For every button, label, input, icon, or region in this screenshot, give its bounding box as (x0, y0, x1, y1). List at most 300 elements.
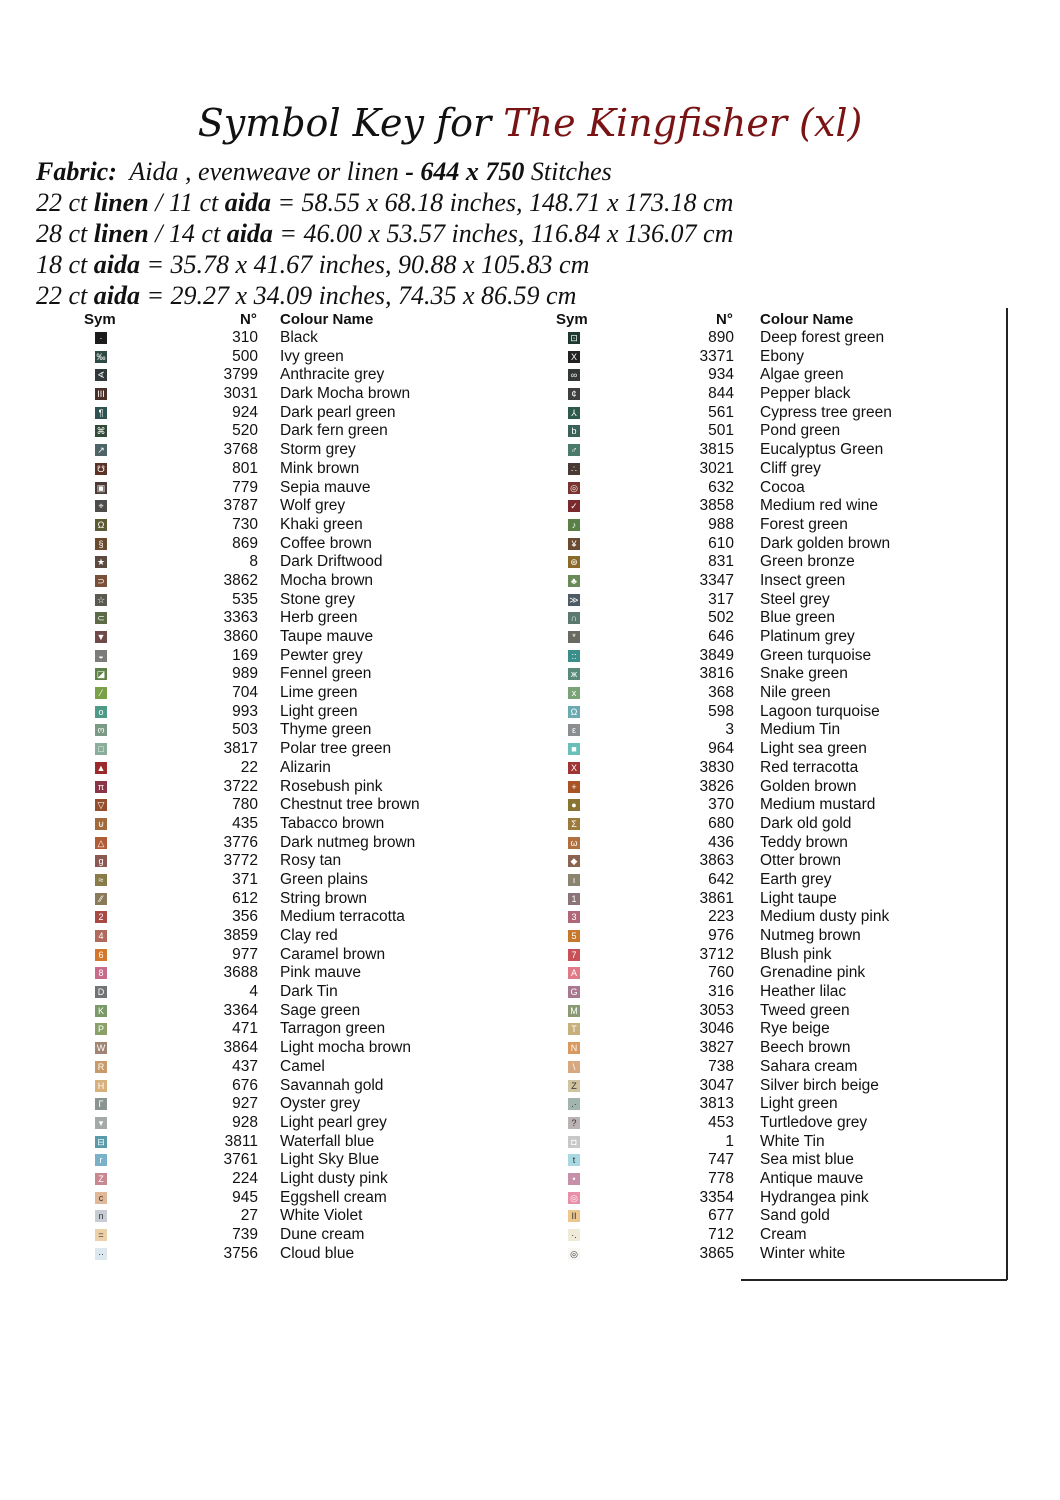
size-fabric: aida (93, 250, 140, 279)
colour-name: Oyster grey (280, 1095, 361, 1113)
table-row (84, 516, 524, 535)
symbol-swatch-icon: △ (95, 837, 107, 849)
colour-name: Turtledove grey (760, 1113, 868, 1131)
colour-name: Deep forest green (760, 329, 885, 346)
table-row (556, 609, 996, 628)
table-row (84, 871, 524, 890)
colour-name: Medium terracotta (280, 908, 405, 926)
table-row (84, 479, 524, 498)
colour-name: Pond green (760, 422, 841, 440)
colour-name: Insect green (760, 571, 846, 589)
symbol-swatch-icon: 4 (95, 930, 107, 942)
table-row (556, 516, 996, 535)
colour-name: Sea mist blue (760, 1151, 854, 1169)
dmc-number: 3363 (223, 609, 258, 627)
colour-name: Heather lilac (760, 983, 847, 1001)
header-sym: Sym (84, 311, 116, 328)
table-row (84, 1020, 524, 1039)
colour-name: Khaki green (280, 515, 363, 533)
dmc-number: 3354 (699, 1188, 734, 1206)
size-count: 18 ct (36, 250, 94, 279)
colour-name: Light mocha brown (280, 1039, 411, 1057)
table-row (556, 1095, 996, 1114)
colour-name: Wolf grey (280, 497, 346, 515)
table-row (84, 1245, 524, 1264)
table-row (556, 1151, 996, 1170)
dmc-number: 989 (232, 665, 258, 683)
symbol-swatch-icon: § (95, 538, 107, 550)
table-row (84, 946, 524, 965)
size-dims: = 29.27 x 34.09 inches, 74.35 x 86.59 cm (140, 281, 577, 310)
symbol-swatch-icon: ⁄⁄ (95, 893, 107, 905)
symbol-swatch-icon: ‰ (96, 351, 106, 362)
dmc-number: 310 (232, 329, 258, 346)
colour-name: Pewter grey (280, 646, 363, 664)
dmc-number: 3862 (223, 571, 258, 589)
dmc-number: 224 (232, 1169, 258, 1187)
table-row (84, 1226, 524, 1245)
colour-name: Teddy brown (760, 833, 848, 851)
symbol-swatch-icon: • (568, 1173, 580, 1185)
table-row (556, 366, 996, 385)
table-row (84, 329, 524, 348)
colour-name: Otter brown (760, 852, 841, 870)
table-row (556, 404, 996, 423)
colour-name: Tabacco brown (280, 814, 385, 832)
symbol-swatch-icon: ● (568, 799, 580, 811)
table-row (556, 946, 996, 965)
dmc-number: 3830 (699, 758, 734, 776)
table-row (556, 703, 996, 722)
colour-name: Fennel green (280, 665, 372, 683)
symbol-swatch-icon: Z (568, 1080, 580, 1092)
dmc-number: 704 (232, 684, 258, 702)
symbol-swatch-icon: ¥ (568, 538, 580, 550)
dmc-number: 646 (708, 628, 734, 645)
colour-name: Rosy tan (280, 852, 342, 870)
symbol-swatch-icon: ι (568, 874, 580, 886)
size-sep: / 11 ct (148, 188, 225, 217)
symbol-swatch-icon: ? (568, 1117, 580, 1129)
colour-name: Light dusty pink (280, 1169, 388, 1187)
colour-name: Beech brown (760, 1039, 851, 1057)
table-row (556, 1058, 996, 1077)
colour-name: Green bronze (760, 553, 855, 571)
dmc-number: 3021 (699, 459, 734, 477)
dmc-number: 471 (232, 1020, 258, 1038)
colour-name: Cream (760, 1226, 807, 1243)
colour-name: Blush pink (760, 945, 832, 963)
table-row (556, 1039, 996, 1058)
symbol-swatch-icon: ⅄ (568, 407, 580, 419)
colour-name: Medium Tin (760, 721, 841, 739)
colour-name: Red terracotta (760, 758, 859, 776)
dmc-number: 739 (232, 1226, 258, 1243)
table-row (556, 628, 996, 647)
dmc-number: 3712 (699, 945, 734, 963)
size-count: 22 ct (36, 188, 94, 217)
symbol-swatch-icon: ♪ (568, 519, 580, 531)
table-row (556, 460, 996, 479)
table-row (556, 852, 996, 871)
table-row (556, 479, 996, 498)
colour-name: Dark Driftwood (280, 553, 383, 571)
dmc-number: 3031 (223, 385, 258, 403)
symbol-swatch-icon: □ (95, 743, 107, 755)
symbol-swatch-icon: 8 (95, 967, 107, 979)
table-row (84, 535, 524, 554)
colour-name: Winter white (760, 1244, 846, 1262)
dmc-number: 3826 (699, 777, 734, 795)
dmc-number: 3772 (223, 852, 258, 870)
header-sym: Sym (556, 311, 588, 328)
colour-name: Dark Mocha brown (280, 385, 411, 403)
colour-name: Stone grey (280, 590, 355, 608)
table-row (556, 721, 996, 740)
colour-name: White Tin (760, 1132, 825, 1150)
dmc-number: 598 (708, 702, 734, 720)
dmc-number: 632 (708, 478, 734, 496)
table-row (556, 759, 996, 778)
symbol-swatch-icon: T (568, 1023, 580, 1035)
symbol-swatch-icon: ∢ (95, 369, 107, 381)
table-row (84, 348, 524, 367)
symbol-swatch-icon: ⊡ (568, 332, 580, 344)
colour-name: Light green (760, 1095, 838, 1113)
size-count: 22 ct (36, 281, 94, 310)
dmc-number: 1 (725, 1132, 734, 1150)
colour-name: Cliff grey (760, 459, 821, 477)
dmc-number: 435 (232, 814, 258, 832)
symbol-swatch-icon: ⊃ (95, 575, 107, 587)
symbol-swatch-icon: b (568, 425, 580, 437)
table-header (84, 311, 524, 329)
symbol-swatch-icon: \ (568, 1061, 580, 1073)
symbol-table-right (556, 311, 996, 1263)
dmc-number: 831 (708, 553, 734, 571)
colour-name: White Violet (280, 1207, 363, 1225)
size-fabric: linen (93, 219, 149, 248)
colour-name: Nile green (760, 684, 831, 702)
table-row (556, 1002, 996, 1021)
dmc-number: 780 (232, 796, 258, 814)
table-row (84, 441, 524, 460)
dmc-number: 3863 (699, 852, 734, 870)
colour-name: Dark golden brown (760, 534, 891, 552)
fabric-info (36, 156, 733, 311)
symbol-swatch-icon: ω (568, 837, 580, 849)
dmc-number: 976 (708, 927, 734, 944)
colour-name: Dark old gold (760, 814, 852, 832)
dmc-number: 801 (232, 459, 258, 477)
dmc-number: 747 (708, 1151, 734, 1169)
table-row (556, 1020, 996, 1039)
symbol-swatch-icon: = (95, 1229, 107, 1241)
dmc-number: 3860 (223, 628, 258, 645)
colour-name: Light taupe (760, 889, 837, 907)
colour-name: Green turquoise (760, 646, 872, 664)
symbol-swatch-icon: n (95, 1210, 107, 1222)
table-row (84, 684, 524, 703)
size-dims: = 58.55 x 68.18 inches, 148.71 x 173.18 cm (270, 188, 734, 217)
table-border-bottom (741, 1279, 1007, 1281)
symbol-swatch-icon: ⊍ (95, 818, 107, 830)
colour-name: Ebony (760, 347, 804, 365)
symbol-swatch-icon: ·. (568, 1229, 580, 1241)
colour-name: Ivy green (280, 347, 344, 365)
symbol-swatch-icon: 2 (95, 911, 107, 923)
symbol-swatch-icon: g (95, 855, 107, 867)
colour-name: Dune cream (280, 1226, 365, 1243)
colour-name: Mocha brown (280, 571, 374, 589)
dmc-number: 3688 (223, 964, 258, 982)
dmc-number: 610 (708, 534, 734, 552)
symbol-swatch-icon: ⊂ (95, 612, 107, 624)
dmc-number: 3859 (223, 927, 258, 944)
dmc-number: 927 (232, 1095, 258, 1113)
symbol-swatch-icon: ◎ (568, 1192, 580, 1204)
fabric-label: Fabric: (36, 157, 117, 186)
colour-name: Forest green (760, 515, 848, 533)
dmc-number: 3776 (223, 833, 258, 851)
table-row (84, 964, 524, 983)
colour-name: Sepia mauve (280, 478, 371, 496)
table-row (556, 348, 996, 367)
table-row (556, 422, 996, 441)
colour-name: Pink mauve (280, 964, 361, 982)
dmc-number: 3047 (699, 1076, 734, 1094)
table-row (556, 684, 996, 703)
table-row (84, 647, 524, 666)
table-row (556, 441, 996, 460)
colour-name: Sage green (280, 1001, 361, 1019)
title-prefix: Symbol Key for (197, 101, 492, 145)
symbol-swatch-icon: G (568, 986, 580, 998)
symbol-swatch-icon: H (95, 1080, 107, 1092)
colour-name: Sahara cream (760, 1057, 858, 1075)
dmc-number: 642 (708, 870, 734, 888)
symbol-swatch-icon: ∩ (568, 612, 580, 624)
table-row (556, 1207, 996, 1226)
size-line (36, 280, 733, 311)
table-row (84, 890, 524, 909)
table-row (84, 1151, 524, 1170)
symbol-swatch-icon: 6 (95, 949, 107, 961)
dmc-number: 993 (232, 702, 258, 720)
symbol-swatch-icon: x (568, 687, 580, 699)
colour-name: Dark fern green (280, 422, 388, 440)
symbol-swatch-icon: ≫ (569, 594, 579, 605)
table-row (84, 927, 524, 946)
dmc-number: 730 (232, 515, 258, 533)
dmc-number: 561 (708, 403, 734, 421)
table-row (84, 834, 524, 853)
header-num: N° (240, 311, 257, 328)
dmc-number: 502 (708, 609, 734, 627)
dmc-number: 27 (240, 1207, 258, 1225)
dmc-number: 3811 (224, 1132, 258, 1150)
dmc-number: 977 (232, 945, 258, 963)
table-row (556, 1226, 996, 1245)
header-name: Colour Name (280, 311, 374, 328)
dmc-number: 988 (708, 515, 734, 533)
page-title (0, 98, 1060, 148)
symbol-swatch-icon: W (96, 1043, 106, 1054)
table-row (556, 385, 996, 404)
fabric-dash: - (398, 157, 421, 186)
colour-name: Waterfall blue (280, 1132, 375, 1150)
symbol-swatch-icon: ◪ (96, 669, 106, 680)
table-row (84, 591, 524, 610)
colour-name: Tweed green (760, 1001, 850, 1019)
dmc-number: 712 (708, 1226, 734, 1243)
dmc-number: 4 (249, 983, 258, 1001)
dmc-number: 3053 (699, 1001, 734, 1019)
table-row (556, 1077, 996, 1096)
table-row (84, 553, 524, 572)
symbol-table-left (84, 311, 524, 1263)
symbol-swatch-icon: ♂ (568, 444, 580, 456)
colour-name: Dark Tin (280, 983, 338, 1001)
dmc-number: 844 (708, 385, 734, 403)
dmc-number: 535 (232, 590, 258, 608)
table-row (84, 1095, 524, 1114)
table-row (84, 1133, 524, 1152)
table-row (556, 871, 996, 890)
size-line (36, 249, 733, 280)
table-row (556, 1189, 996, 1208)
colour-name: Storm grey (280, 441, 356, 459)
dmc-number: 934 (708, 366, 734, 384)
symbol-swatch-icon: ♣ (568, 575, 580, 587)
colour-name: Rye beige (760, 1020, 830, 1038)
dmc-number: 3756 (223, 1244, 258, 1262)
dmc-number: 677 (708, 1207, 734, 1225)
colour-name: Alizarin (280, 758, 331, 776)
colour-name: Eucalyptus Green (760, 441, 884, 459)
symbol-swatch-icon: ⊟ (95, 1136, 107, 1148)
table-row (556, 778, 996, 797)
dmc-number: 453 (708, 1113, 734, 1131)
table-row (556, 535, 996, 554)
colour-name: Cocoa (760, 478, 805, 496)
symbol-swatch-icon: Σ (568, 818, 580, 830)
dmc-number: 3865 (699, 1244, 734, 1262)
symbol-swatch-icon: X (568, 762, 580, 774)
dmc-number: 760 (708, 964, 734, 982)
dmc-number: 3364 (223, 1001, 258, 1019)
symbol-swatch-icon: t (568, 1154, 580, 1166)
colour-name: Light sea green (760, 740, 867, 758)
symbol-swatch-icon: P (95, 1023, 107, 1035)
symbol-swatch-icon: ▲ (96, 762, 106, 773)
symbol-swatch-icon: ∴ (568, 463, 580, 475)
dmc-number: 612 (232, 889, 258, 907)
colour-name: Nutmeg brown (760, 927, 861, 944)
colour-name: Eggshell cream (280, 1188, 387, 1206)
dmc-number: 3722 (223, 777, 258, 795)
symbol-swatch-icon: 1 (568, 893, 580, 905)
table-row (556, 497, 996, 516)
table-row (84, 778, 524, 797)
symbol-swatch-icon: ☆ (96, 594, 106, 605)
header-name: Colour Name (760, 311, 854, 328)
dmc-number: 3046 (699, 1020, 734, 1038)
colour-name: Snake green (760, 665, 848, 683)
table-row (84, 721, 524, 740)
dmc-number: 316 (708, 983, 734, 1001)
colour-name: Blue green (760, 609, 835, 627)
table-row (84, 404, 524, 423)
colour-name: Cypress tree green (760, 403, 892, 421)
symbol-swatch-icon: ◘ (568, 1136, 580, 1148)
symbol-swatch-icon: ⁄ (95, 687, 107, 699)
dmc-number: 676 (232, 1076, 258, 1094)
table-row (84, 609, 524, 628)
dmc-number: 520 (232, 422, 258, 440)
symbol-swatch-icon: c (95, 1192, 107, 1204)
symbol-swatch-icon: ж (568, 668, 580, 680)
symbol-swatch-icon: III (95, 388, 107, 400)
dmc-number: 945 (232, 1188, 258, 1206)
colour-name: Savannah gold (280, 1076, 384, 1094)
symbol-swatch-icon: M (568, 1005, 580, 1017)
symbol-swatch-icon: 3 (568, 911, 580, 923)
dmc-number: 371 (232, 870, 258, 888)
dmc-number: 680 (708, 814, 734, 832)
size-sep: / 14 ct (148, 219, 227, 248)
colour-name: Grenadine pink (760, 964, 866, 982)
symbol-swatch-icon: 5 (568, 930, 580, 942)
symbol-swatch-icon: N (568, 1042, 580, 1054)
colour-name: Tarragon green (280, 1020, 386, 1038)
dmc-number: 3827 (699, 1039, 734, 1057)
dmc-number: 3815 (699, 441, 734, 459)
colour-name: Hydrangea pink (760, 1188, 869, 1206)
table-row (84, 628, 524, 647)
pattern-name: The Kingfisher (xl) (503, 101, 863, 145)
size-fabric: aida (226, 219, 273, 248)
symbol-swatch-icon: ¶ (95, 407, 107, 419)
symbol-swatch-icon: ო (95, 724, 107, 736)
symbol-swatch-icon: ↗ (95, 444, 107, 456)
symbol-swatch-icon: · (95, 332, 107, 344)
symbol-swatch-icon: K (95, 1005, 107, 1017)
table-row (556, 665, 996, 684)
dmc-number: 8 (249, 553, 258, 571)
colour-name: Dark pearl green (280, 403, 396, 421)
colour-name: Coffee brown (280, 534, 372, 552)
colour-name: Sand gold (760, 1207, 830, 1225)
colour-name: Medium red wine (760, 497, 879, 515)
table-row (84, 1039, 524, 1058)
colour-name: Mink brown (280, 459, 360, 477)
dmc-number: 3861 (699, 889, 734, 907)
table-row (556, 553, 996, 572)
table-row (556, 834, 996, 853)
table-row (84, 665, 524, 684)
colour-name: Light green (280, 702, 358, 720)
colour-name: Taupe mauve (280, 628, 374, 645)
dmc-number: 928 (232, 1113, 258, 1131)
size-fabric: aida (224, 188, 271, 217)
dmc-number: 890 (708, 329, 734, 346)
symbol-swatch-icon: ◆ (568, 855, 580, 867)
fabric-line (36, 156, 733, 187)
dmc-number: 501 (708, 422, 734, 440)
symbol-swatch-icon: A (568, 967, 580, 979)
dmc-number: 356 (232, 908, 258, 926)
